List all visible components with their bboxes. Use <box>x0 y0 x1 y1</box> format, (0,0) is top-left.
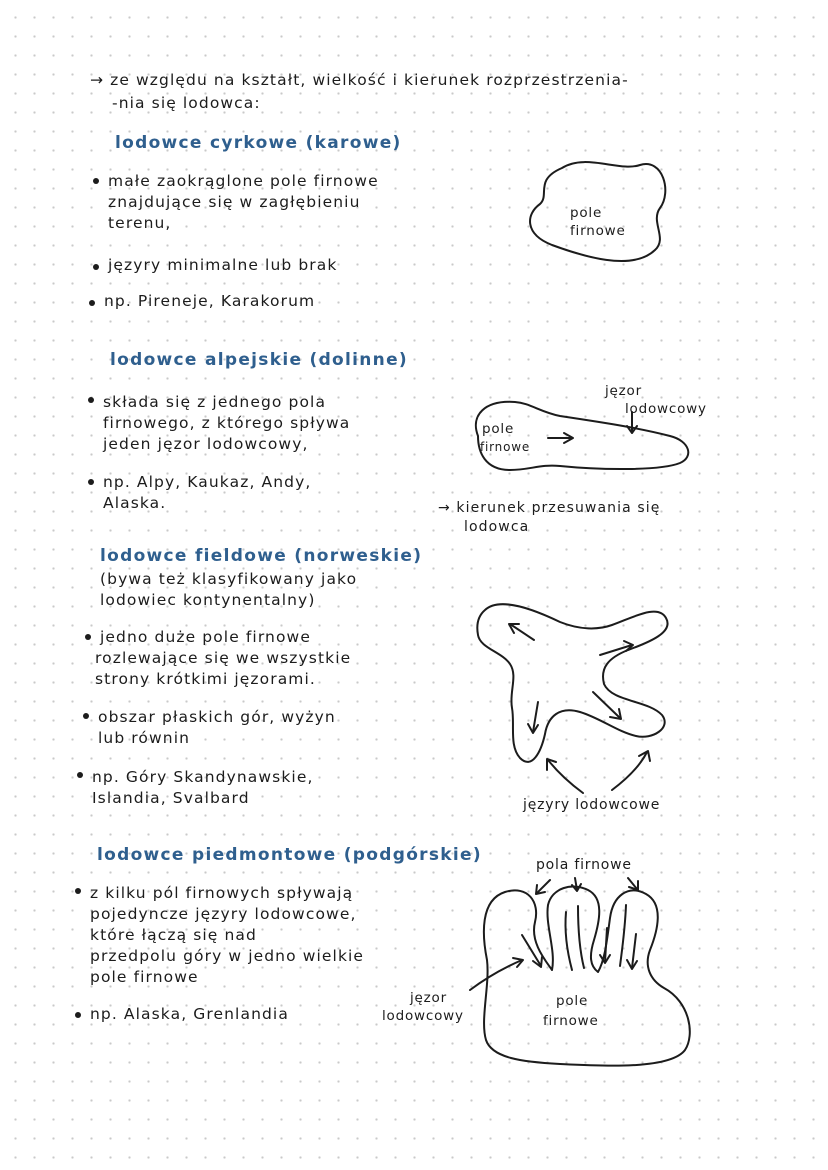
fieldowe-bullet-2-line-2: lub równin <box>98 729 191 747</box>
field-tongues-label: języry lodowcowe <box>523 797 661 813</box>
piedmont-tongue-pointer <box>470 960 522 990</box>
piedmont-flow-arrow-2 <box>605 928 607 962</box>
fieldowe-bullet-1-line-3: strony krótkimi jęzorami. <box>95 670 316 688</box>
flow-direction-label-2: lodowca <box>464 519 530 535</box>
piedmont-bullet-1-line-4: przedpolu góry w jedno wielkie <box>90 947 365 965</box>
piedmont-flow-arrow-1 <box>522 935 541 966</box>
intro-line-1: → ze względu na kształt, wielkość i kierunek rozprzestrzenia- <box>90 71 629 89</box>
piedmont-tongue-label-2: lodowcowy <box>382 1008 464 1024</box>
piedmont-bullet-1-line-2: pojedyncze języry lodowcowe, <box>90 905 357 923</box>
heading-alpejskie: lodowce alpejskie (dolinne) <box>110 350 408 370</box>
intro-line-2: -nia się lodowca: <box>112 94 261 112</box>
fieldowe-bullet-2-line-1: obszar płaskich gór, wyżyn <box>98 708 336 726</box>
piedmont-glacier-outline <box>484 886 690 1065</box>
cyrkowe-bullet-1-line-2: znajdujące się w zagłębieniu <box>108 193 361 211</box>
piedmont-firnowe-label: firnowe <box>543 1013 599 1029</box>
heading-cyrkowe: lodowce cyrkowe (karowe) <box>115 133 402 153</box>
piedmont-inner-tongue-b <box>578 906 584 968</box>
piedmont-inner-tongue-c <box>620 905 626 966</box>
piedmont-pole-label: pole <box>556 993 589 1009</box>
cyrk-pole-label: pole <box>570 205 603 221</box>
piedmont-pointer-1 <box>537 880 550 893</box>
cyrkowe-bullet-3-line-1: np. Pireneje, Karakorum <box>104 292 316 310</box>
piedmont-bullet-1-line-3: które łączą się nad <box>90 926 257 944</box>
fieldowe-bullet-1-line-2: rozlewające się we wszystkie <box>95 649 352 667</box>
fieldowe-subheading-1: (bywa też klasyfikowany jako <box>100 570 358 588</box>
piedmont-bullet-1-line-5: pole firnowe <box>90 968 199 986</box>
cyrkowe-bullet-1-line-3: terenu, <box>108 214 172 232</box>
alpejskie-bullet-2-line-1: np. Alpy, Kaukaz, Andy, <box>103 473 312 491</box>
alpejskie-bullet-1-line-3: jeden jęzor lodowcowy, <box>103 435 309 453</box>
fieldowe-bullet-3-line-2: Islandia, Svalbard <box>92 789 250 807</box>
cyrk-firnowe-label: firnowe <box>570 223 626 239</box>
piedmont-tongue-label-1: jęzor <box>410 990 447 1006</box>
valley-tongue-label-1: jęzor <box>605 383 642 399</box>
alpejskie-bullet-1-line-2: firnowego, z którego spływa <box>103 414 351 432</box>
cyrkowe-bullet-1-line-1: małe zaokrąglone pole firnowe <box>108 172 379 190</box>
fieldowe-bullet-1-line-1: jedno duże pole firnowe <box>100 628 311 646</box>
alpejskie-bullet-2-line-2: Alaska. <box>103 494 167 512</box>
heading-piedmontowe: lodowce piedmontowe (podgórskie) <box>97 845 482 865</box>
alpejskie-bullet-1-line-1: składa się z jednego pola <box>103 393 327 411</box>
fieldowe-bullet-3-line-1: np. Góry Skandynawskie, <box>92 768 314 786</box>
piedmont-bullet-2-line-1: np. Alaska, Grenlandia <box>90 1005 289 1023</box>
heading-fieldowe: lodowce fieldowe (norweskie) <box>100 546 423 566</box>
valley-pole-label: pole <box>482 421 515 437</box>
piedmont-top-label: pola firnowe <box>536 857 632 873</box>
cyrkowe-bullet-2-line-1: języry minimalne lub brak <box>108 256 338 274</box>
flow-direction-label-1: → kierunek przesuwania się <box>438 500 661 516</box>
valley-firnowe-label: firnowe <box>480 440 531 454</box>
piedmont-bullet-1-line-1: z kilku pól firnowych spływają <box>90 884 354 902</box>
piedmont-inner-tongue-a <box>565 912 572 970</box>
valley-tongue-label-2: lodowcowy <box>625 401 707 417</box>
fieldowe-subheading-2: lodowiec kontynentalny) <box>100 591 316 609</box>
